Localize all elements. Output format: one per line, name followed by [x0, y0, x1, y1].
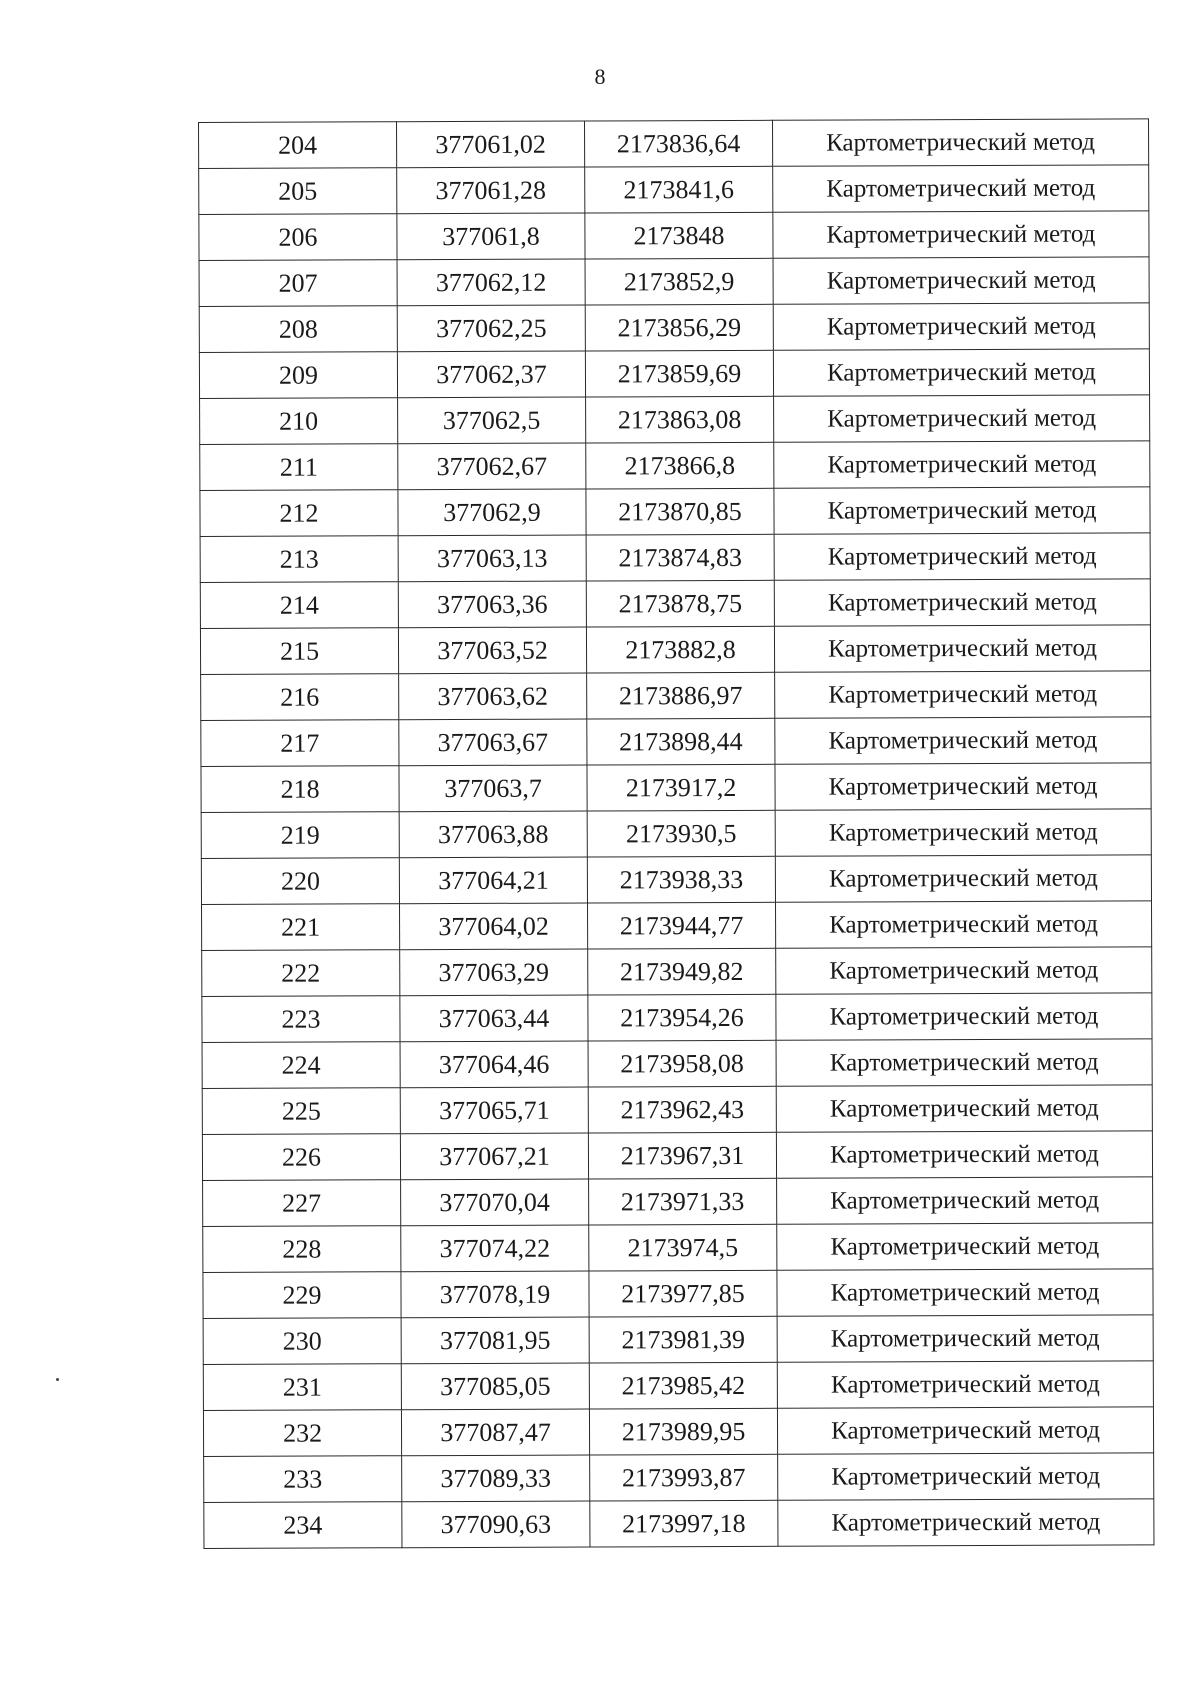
x-coordinate-cell: 377064,02	[400, 903, 588, 950]
method-cell: Картометрический метод	[776, 993, 1152, 1040]
table-row	[203, 1361, 1153, 1411]
method-cell: Картометрический метод	[777, 1407, 1153, 1454]
table-row	[203, 1223, 1153, 1273]
table-row	[199, 349, 1149, 399]
table-row	[202, 993, 1152, 1043]
x-coordinate-cell: 377078,19	[401, 1271, 589, 1318]
method-cell: Картометрический метод	[774, 625, 1150, 672]
point-number-cell: 220	[201, 858, 399, 905]
point-number-cell: 218	[201, 766, 399, 813]
y-coordinate-cell: 2173866,8	[586, 442, 774, 489]
method-cell: Картометрический метод	[778, 1499, 1154, 1546]
y-coordinate-cell: 2173852,9	[585, 258, 773, 305]
x-coordinate-cell: 377063,88	[399, 811, 587, 858]
coordinates-table-body	[199, 119, 1154, 1549]
y-coordinate-cell: 2173874,83	[586, 534, 774, 581]
x-coordinate-cell: 377062,12	[397, 259, 585, 306]
table-row	[201, 763, 1151, 813]
method-cell: Картометрический метод	[773, 257, 1149, 304]
table-row	[202, 1039, 1152, 1089]
y-coordinate-cell: 2173856,29	[585, 304, 773, 351]
point-number-cell: 210	[200, 398, 398, 445]
point-number-cell: 232	[203, 1410, 401, 1457]
y-coordinate-cell: 2173954,26	[588, 994, 776, 1041]
y-coordinate-cell: 2173989,95	[589, 1408, 777, 1455]
method-cell: Картометрический метод	[773, 349, 1149, 396]
method-cell: Картометрический метод	[776, 1131, 1152, 1178]
coordinates-table	[198, 118, 1154, 1549]
x-coordinate-cell: 377081,95	[401, 1317, 589, 1364]
table-row	[201, 671, 1151, 721]
x-coordinate-cell: 377061,28	[397, 167, 585, 214]
y-coordinate-cell: 2173949,82	[588, 948, 776, 995]
x-coordinate-cell: 377087,47	[401, 1409, 589, 1456]
y-coordinate-cell: 2173882,8	[586, 626, 774, 673]
table-row	[202, 901, 1152, 951]
point-number-cell: 222	[202, 950, 400, 997]
table-row	[202, 1131, 1152, 1181]
point-number-cell: 205	[199, 168, 397, 215]
x-coordinate-cell: 377074,22	[401, 1225, 589, 1272]
point-number-cell: 215	[200, 628, 398, 675]
method-cell: Картометрический метод	[776, 901, 1152, 948]
method-cell: Картометрический метод	[775, 671, 1151, 718]
method-cell: Картометрический метод	[773, 165, 1149, 212]
table-row	[199, 211, 1149, 261]
table-row	[201, 717, 1151, 767]
point-number-cell: 212	[200, 490, 398, 537]
point-number-cell: 233	[204, 1456, 402, 1503]
method-cell: Картометрический метод	[772, 119, 1148, 166]
method-cell: Картометрический метод	[774, 487, 1150, 534]
point-number-cell: 223	[202, 996, 400, 1043]
table-row	[200, 579, 1150, 629]
point-number-cell: 211	[200, 444, 398, 491]
table-row	[204, 1453, 1154, 1503]
table-row	[203, 1269, 1153, 1319]
page-number: 8	[594, 64, 606, 89]
point-number-cell: 216	[201, 674, 399, 721]
x-coordinate-cell: 377063,44	[400, 995, 588, 1042]
point-number-cell: 231	[203, 1364, 401, 1411]
table-row	[202, 947, 1152, 997]
x-coordinate-cell: 377061,02	[397, 121, 585, 168]
y-coordinate-cell: 2173981,39	[589, 1316, 777, 1363]
method-cell: Картометрический метод	[777, 1223, 1153, 1270]
table-row	[200, 395, 1150, 445]
table-row	[201, 809, 1151, 859]
x-coordinate-cell: 377063,36	[398, 581, 586, 628]
table-row	[203, 1315, 1153, 1365]
x-coordinate-cell: 377063,29	[400, 949, 588, 996]
y-coordinate-cell: 2173977,85	[589, 1270, 777, 1317]
table-row	[201, 855, 1151, 905]
table-row	[200, 487, 1150, 537]
method-cell: Картометрический метод	[777, 1269, 1153, 1316]
y-coordinate-cell: 2173898,44	[587, 718, 775, 765]
x-coordinate-cell: 377063,7	[399, 765, 587, 812]
point-number-cell: 228	[203, 1226, 401, 1273]
method-cell: Картометрический метод	[774, 395, 1150, 442]
y-coordinate-cell: 2173967,31	[588, 1132, 776, 1179]
point-number-cell: 213	[200, 536, 398, 583]
x-coordinate-cell: 377062,5	[398, 397, 586, 444]
point-number-cell: 214	[200, 582, 398, 629]
table-row	[200, 441, 1150, 491]
y-coordinate-cell: 2173997,18	[590, 1500, 778, 1547]
point-number-cell: 225	[202, 1088, 400, 1135]
table-row	[203, 1177, 1153, 1227]
y-coordinate-cell: 2173958,08	[588, 1040, 776, 1087]
x-coordinate-cell: 377061,8	[397, 213, 585, 260]
y-coordinate-cell: 2173870,85	[586, 488, 774, 535]
y-coordinate-cell: 2173836,64	[584, 120, 772, 167]
method-cell: Картометрический метод	[774, 533, 1150, 580]
point-number-cell: 221	[202, 904, 400, 951]
point-number-cell: 209	[199, 352, 397, 399]
point-number-cell: 217	[201, 720, 399, 767]
table-row	[199, 303, 1149, 353]
y-coordinate-cell: 2173841,6	[585, 166, 773, 213]
method-cell: Картометрический метод	[775, 809, 1151, 856]
point-number-cell: 229	[203, 1272, 401, 1319]
table-row	[199, 119, 1149, 169]
point-number-cell: 234	[204, 1502, 402, 1549]
method-cell: Картометрический метод	[775, 717, 1151, 764]
point-number-cell: 219	[201, 812, 399, 859]
x-coordinate-cell: 377062,9	[398, 489, 586, 536]
x-coordinate-cell: 377089,33	[402, 1455, 590, 1502]
method-cell: Картометрический метод	[778, 1453, 1154, 1500]
x-coordinate-cell: 377063,52	[398, 627, 586, 674]
y-coordinate-cell: 2173985,42	[589, 1362, 777, 1409]
y-coordinate-cell: 2173962,43	[588, 1086, 776, 1133]
y-coordinate-cell: 2173863,08	[586, 396, 774, 443]
table-row	[202, 1085, 1152, 1135]
method-cell: Картометрический метод	[777, 1361, 1153, 1408]
x-coordinate-cell: 377085,05	[401, 1363, 589, 1410]
point-number-cell: 204	[199, 122, 397, 169]
method-cell: Картометрический метод	[777, 1315, 1153, 1362]
method-cell: Картометрический метод	[774, 579, 1150, 626]
point-number-cell: 206	[199, 214, 397, 261]
method-cell: Картометрический метод	[773, 303, 1149, 350]
table-row	[203, 1407, 1153, 1457]
y-coordinate-cell: 2173993,87	[590, 1454, 778, 1501]
point-number-cell: 207	[199, 260, 397, 307]
x-coordinate-cell: 377070,04	[401, 1179, 589, 1226]
y-coordinate-cell: 2173938,33	[587, 856, 775, 903]
method-cell: Картометрический метод	[775, 855, 1151, 902]
point-number-cell: 224	[202, 1042, 400, 1089]
x-coordinate-cell: 377062,37	[397, 351, 585, 398]
y-coordinate-cell: 2173886,97	[587, 672, 775, 719]
point-number-cell: 226	[202, 1134, 400, 1181]
y-coordinate-cell: 2173930,5	[587, 810, 775, 857]
x-coordinate-cell: 377090,63	[402, 1501, 590, 1548]
table-row	[199, 165, 1149, 215]
method-cell: Картометрический метод	[773, 211, 1149, 258]
x-coordinate-cell: 377064,46	[400, 1041, 588, 1088]
table-row	[204, 1499, 1154, 1549]
method-cell: Картометрический метод	[776, 1039, 1152, 1086]
point-number-cell: 208	[199, 306, 397, 353]
method-cell: Картометрический метод	[775, 763, 1151, 810]
method-cell: Картометрический метод	[776, 947, 1152, 994]
x-coordinate-cell: 377064,21	[399, 857, 587, 904]
method-cell: Картометрический метод	[774, 441, 1150, 488]
y-coordinate-cell: 2173971,33	[589, 1178, 777, 1225]
y-coordinate-cell: 2173878,75	[586, 580, 774, 627]
x-coordinate-cell: 377063,67	[399, 719, 587, 766]
point-number-cell: 227	[203, 1180, 401, 1227]
x-coordinate-cell: 377067,21	[400, 1133, 588, 1180]
point-number-cell: 230	[203, 1318, 401, 1365]
table-row	[200, 625, 1150, 675]
y-coordinate-cell: 2173917,2	[587, 764, 775, 811]
table-row	[199, 257, 1149, 307]
y-coordinate-cell: 2173974,5	[589, 1224, 777, 1271]
table-row	[200, 533, 1150, 583]
x-coordinate-cell: 377063,13	[398, 535, 586, 582]
x-coordinate-cell: 377062,25	[397, 305, 585, 352]
method-cell: Картометрический метод	[776, 1085, 1152, 1132]
x-coordinate-cell: 377062,67	[398, 443, 586, 490]
scan-speck	[56, 1378, 59, 1381]
x-coordinate-cell: 377065,71	[400, 1087, 588, 1134]
y-coordinate-cell: 2173859,69	[585, 350, 773, 397]
x-coordinate-cell: 377063,62	[399, 673, 587, 720]
y-coordinate-cell: 2173944,77	[588, 902, 776, 949]
method-cell: Картометрический метод	[777, 1177, 1153, 1224]
y-coordinate-cell: 2173848	[585, 212, 773, 259]
